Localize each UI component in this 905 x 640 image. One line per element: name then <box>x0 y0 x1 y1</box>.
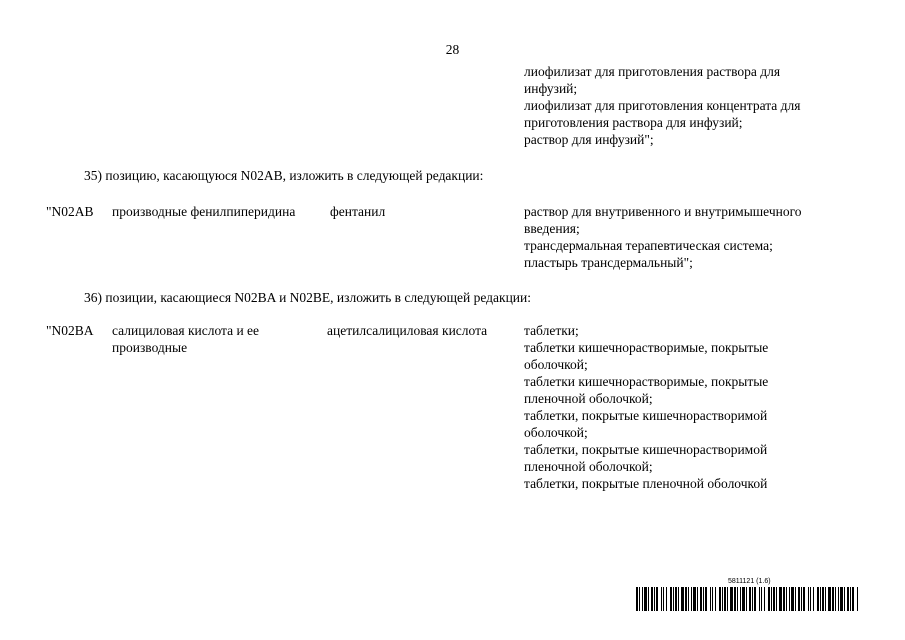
dosage-form-line: оболочкой; <box>524 425 588 440</box>
continuation-dosage-forms <box>524 63 800 148</box>
dosage-form-line: таблетки кишечнорастворимые, покрытые <box>524 374 769 389</box>
page-number: 28 <box>445 42 460 57</box>
substance-name: ацетилсалициловая кислота <box>327 323 488 338</box>
atc-code-n02ba: "N02BA <box>46 323 94 338</box>
dosage-form-line: пластырь трансдермальный"; <box>524 255 693 270</box>
barcode-id-text: 5811121 (1.6) <box>728 578 771 585</box>
group-line: производные <box>112 340 188 355</box>
pharmacological-group: производные фенилпиперидина <box>112 204 296 219</box>
dosage-form-line: таблетки, покрытые пленочной оболочкой <box>524 476 768 491</box>
dosage-form-line: лиофилизат для приготовления концентрата для <box>524 98 801 113</box>
dosage-form-line: лиофилизат для приготовления раствора для <box>524 64 781 79</box>
dosage-form-line: введения; <box>524 221 580 236</box>
dosage-form-line: раствор для инфузий"; <box>524 132 654 147</box>
dosage-form-line: таблетки кишечнорастворимые, покрытые <box>524 340 769 355</box>
dosage-form-line: пленочной оболочкой; <box>524 459 653 474</box>
atc-code-n02ab: "N02AB <box>46 204 94 219</box>
dosage-form-line: пленочной оболочкой; <box>524 391 653 406</box>
instruction-36: 36) позиции, касающиеся N02BA и N02BE, изложить в следующей редакции: <box>84 290 531 305</box>
dosage-form-line: таблетки, покрытые кишечнорастворимой <box>524 408 768 423</box>
dosage-form-line: инфузий; <box>524 81 578 96</box>
dosage-form-line: раствор для внутривенного и внутримышечного <box>524 204 802 219</box>
dosage-form-line: приготовления раствора для инфузий; <box>524 115 743 130</box>
dosage-forms-n02ba <box>524 322 768 492</box>
substance-name: фентанил <box>330 204 386 219</box>
dosage-form-line: таблетки, покрытые кишечнорастворимой <box>524 442 768 457</box>
barcode-icon <box>636 587 858 611</box>
dosage-form-line: трансдермальная терапевтическая система; <box>524 238 773 253</box>
group-line: салициловая кислота и ее <box>112 323 260 338</box>
dosage-forms-n02ab <box>524 203 802 271</box>
instruction-35: 35) позицию, касающуюся N02AB, изложить в следующей редакции: <box>84 168 484 183</box>
dosage-form-line: оболочкой; <box>524 357 588 372</box>
dosage-form-line: таблетки; <box>524 323 579 338</box>
pharmacological-group <box>112 322 259 356</box>
